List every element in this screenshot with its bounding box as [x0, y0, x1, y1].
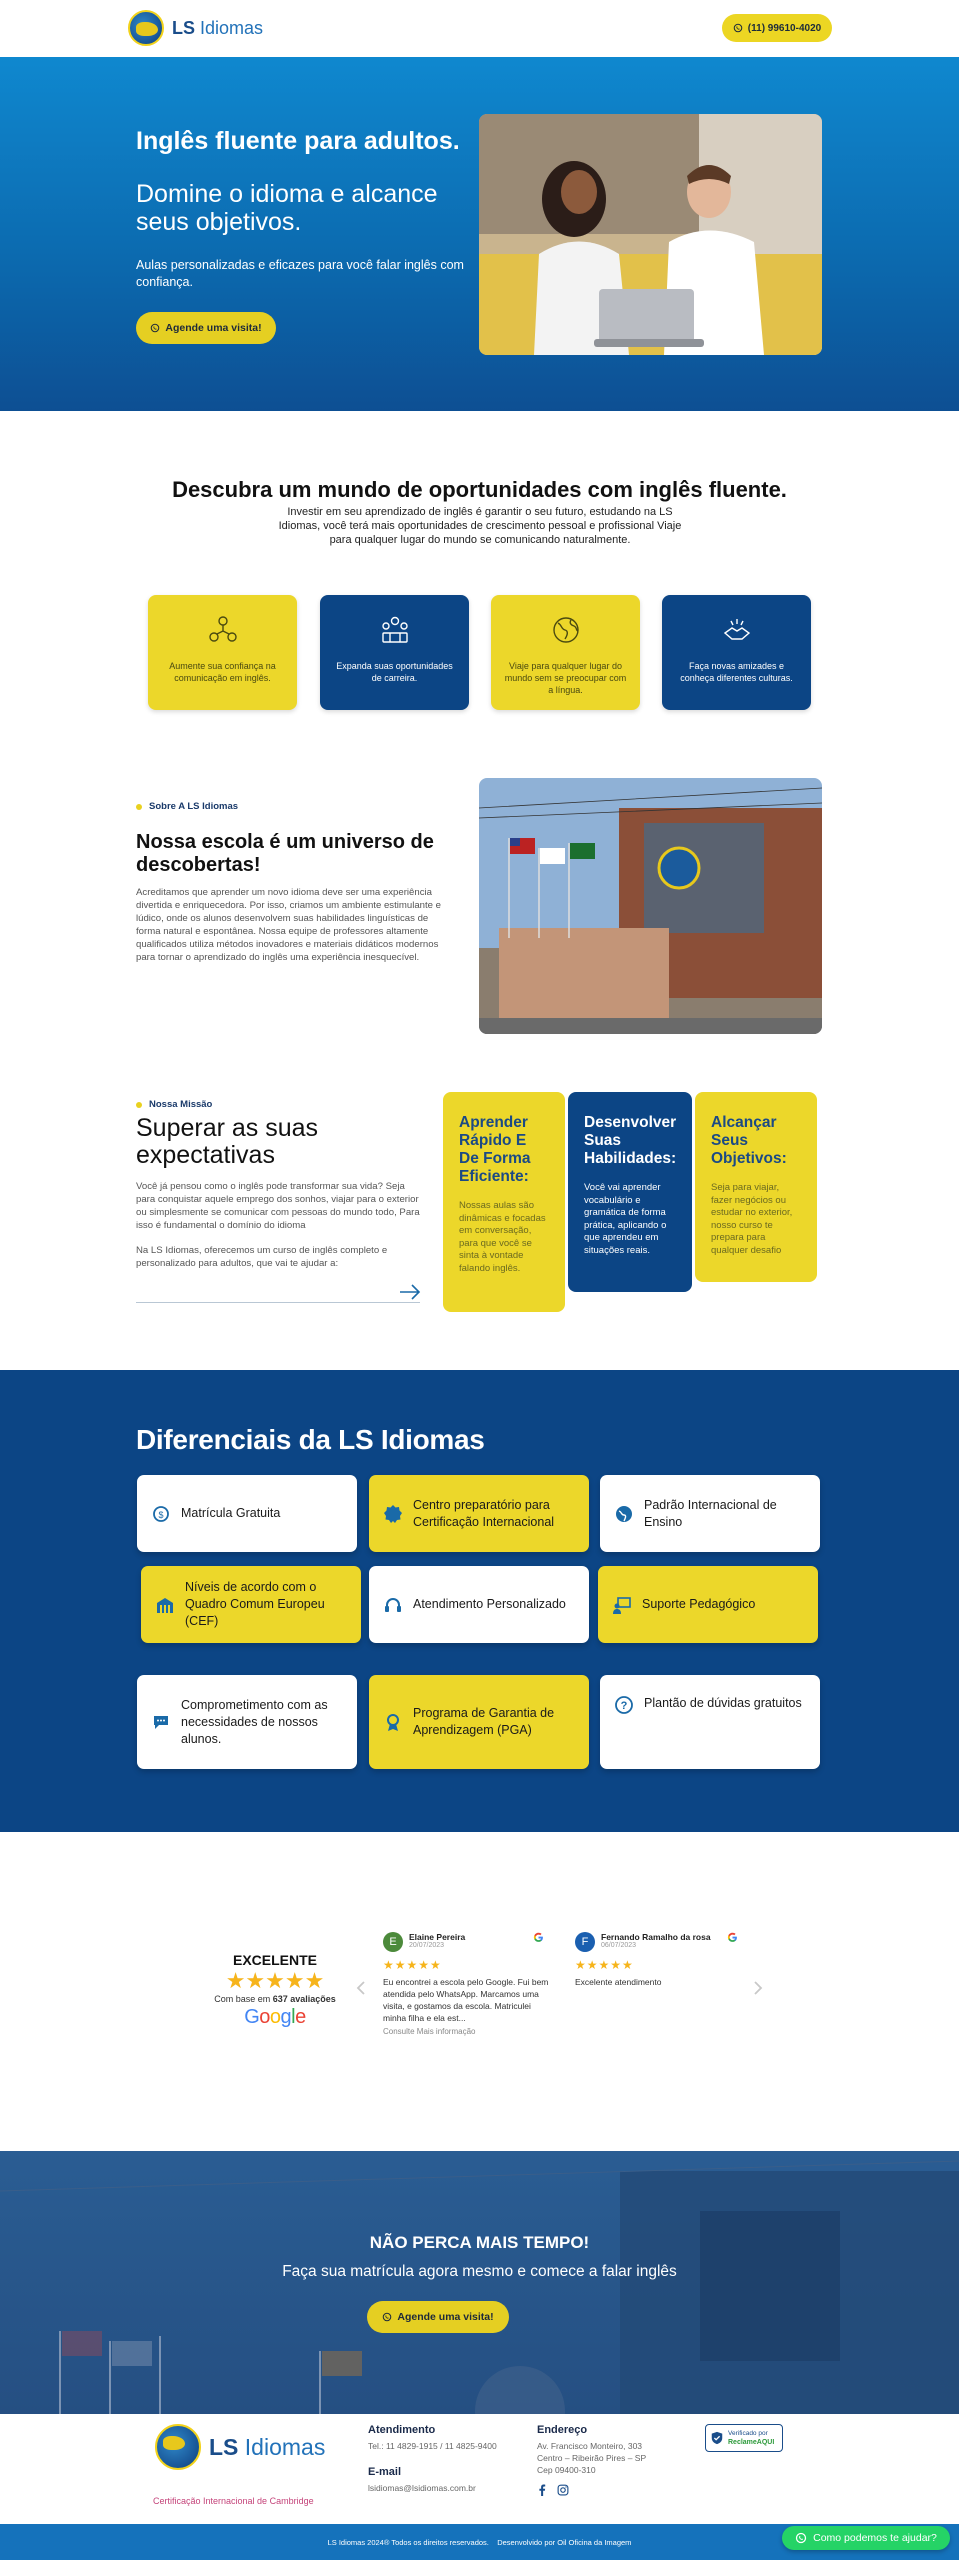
reviewer-name: Fernando Ramalho da rosa: [601, 1932, 711, 1942]
headset-icon: [383, 1595, 403, 1615]
seal-bottom-text: ReclameAQUI: [728, 2439, 775, 2446]
review-card: [383, 1932, 553, 2036]
copyright-text: LS Idiomas 2024® Todos os direitos reservados. Desenvolvido por Oil Oficina da Imagem: [327, 2537, 632, 2547]
benefit-text: Aumente sua confiança na comunicação em inglês.: [169, 661, 276, 683]
mission-card-text: Nossas aulas são dinâmicas e focadas em conversação, para que você se sinta à vontade falando inglês.: [459, 1200, 546, 1274]
whatsapp-float-button[interactable]: [782, 2526, 950, 2550]
review-stars: ★★★★★: [383, 1958, 442, 1972]
diff-card-support: [598, 1566, 818, 1643]
hero-photo: [479, 114, 822, 355]
diff-card-international: [600, 1475, 820, 1552]
globe-logo-icon: [155, 2424, 201, 2470]
benefit-text: Expanda suas oportunidades de carreira.: [336, 661, 453, 683]
benefit-text: Faça novas amizades e conheça diferentes culturas.: [680, 661, 793, 683]
google-logo: Google: [244, 2006, 306, 2028]
discover-title: Descubra um mundo de oportunidades com inglês fluente.: [172, 477, 787, 502]
read-more-link[interactable]: Consulte Mais informação: [383, 2027, 476, 2036]
globe-logo-icon: [128, 10, 164, 46]
cta-title: NÃO PERCA MAIS TEMPO!: [369, 2233, 590, 2252]
benefit-card-friends: [662, 595, 811, 710]
diff-card-certification: [369, 1475, 589, 1552]
contact-block: [368, 2424, 497, 2494]
address-line: Cep 09400-310: [537, 2465, 596, 2475]
benefit-card-career: [320, 595, 469, 710]
diff-card-commitment: [137, 1675, 357, 1769]
google-rating-summary: [205, 1952, 345, 2029]
footer: [0, 2414, 959, 2524]
cta-text: Faça sua matrícula agora mesmo e comece a falar inglês: [282, 2263, 677, 2280]
chat-icon: [151, 1712, 171, 1732]
address-line: Av. Francisco Monteiro, 303: [537, 2441, 643, 2451]
review-date: 20/07/2023: [409, 1942, 445, 1949]
building-icon: [155, 1595, 175, 1615]
teacher-icon: [612, 1595, 632, 1615]
mission-label: [136, 1099, 212, 1110]
shield-check-icon: [710, 2431, 724, 2445]
diff-label: Atendimento Personalizado: [413, 1597, 566, 1611]
badge-icon: [383, 1504, 403, 1524]
about-title: Nossa escola é um universo de descobertas!: [136, 831, 434, 876]
diff-label: Centro preparatório para Certificação Internacional: [413, 1497, 555, 1529]
background-photo: [0, 2151, 959, 2414]
avatar: E: [383, 1932, 403, 1952]
review-date: 06/07/2023: [601, 1942, 637, 1949]
mission-card-text: Você vai aprender vocabulário e gramática de forma prática, aplicando o que aprendeu em situações reais.: [584, 1182, 667, 1256]
diff-label: Padrão Internacional de Ensino: [644, 1497, 777, 1529]
phone-button[interactable]: [722, 14, 832, 42]
discover-text: Investir em seu aprendizado de inglês é garantir o seu futuro, estudando na LS Idiomas, você terá mais oportunidades de crescimento pessoal e profissional Viaje para qualquer lugar do mundo se comunicando naturalmente.: [278, 506, 682, 546]
about-label-text: Sobre A LS Idiomas: [149, 801, 239, 812]
mission-card-learn: [443, 1092, 565, 1312]
reclame-aqui-seal[interactable]: [705, 2424, 783, 2452]
whatsapp-icon: [150, 323, 160, 333]
email-title: E-mail: [368, 2466, 402, 2478]
whatsapp-icon: [795, 2532, 807, 2544]
mission-title: Superar as suas expectativas: [136, 1114, 319, 1169]
hero-title: Inglês fluente para adultos.: [136, 127, 460, 155]
mission-card-goals: [695, 1092, 817, 1282]
diff-card-cef: [141, 1566, 361, 1643]
address-block: [537, 2424, 646, 2496]
svg-text:?: ?: [620, 1700, 628, 1712]
divider: [136, 1302, 420, 1303]
hero-subtitle: Domine o idioma e alcance seus objetivos.: [136, 180, 438, 236]
google-g-icon: [533, 1932, 544, 1943]
seal-top-text: Verificado por: [728, 2430, 768, 2437]
diff-label: Plantão de dúvidas gratuitos: [644, 1696, 802, 1710]
mission-text-2: Na LS Idiomas, oferecemos um curso de inglês completo e personalizado para adultos, que vai te ajudar a:: [136, 1245, 388, 1269]
whatsapp-float-label: Como podemos te ajudar?: [813, 2532, 937, 2544]
brand-name: LS Idiomas: [172, 17, 264, 38]
question-icon: [614, 1695, 634, 1715]
bullet-dot: [136, 804, 142, 810]
cta-section: [0, 2151, 959, 2414]
mission-card-skills: [568, 1092, 692, 1292]
about-text: Acreditamos que aprender um novo idioma deve ser uma experiência divertida e enriquecedora. Por isso, criamos um ambiente estimulante e lúdico, onde os alunos desenvolvem suas habilidades linguísticas de forma natural e espontânea. Nossa equipe de professores altamente qualificados utiliza métodos inovadores e materiais didáticos modernos para tornar o aprendizado do inglês uma experiência inesquecível.: [136, 887, 442, 963]
google-g-icon: [727, 1932, 738, 1943]
arrow-right-icon[interactable]: [398, 1282, 422, 1302]
site-header: [0, 0, 959, 57]
rating-word: EXCELENTE: [232, 1952, 317, 1968]
diff-card-pga: [369, 1675, 589, 1769]
attend-title: Atendimento: [368, 2424, 436, 2436]
mission-text: Você já pensou como o inglês pode transformar sua vida? Seja para conquistar aquele emprego dos sonhos, viajar para o exterior ou simplesmente se comunicar com pessoas do mundo todo, Para isso é fundamental o domínio do idioma: [136, 1181, 420, 1231]
whatsapp-icon: [733, 23, 743, 33]
diff-label: Níveis de acordo com o Quadro Comum Europeu (CEF): [185, 1580, 325, 1628]
instagram-icon[interactable]: [557, 2484, 569, 2496]
hero-text: Aulas personalizadas e eficazes para você falar inglês com confiança.: [136, 258, 464, 289]
mission-card-title: Aprender Rápido E De Forma Eficiente:: [459, 1114, 531, 1185]
logo[interactable]: [128, 10, 263, 46]
phone-text[interactable]: Tel.: 11 4829-1915 / 11 4825-9400: [368, 2441, 497, 2451]
bullet-dot: [136, 1102, 142, 1108]
cta-button-label: Agende uma visita!: [397, 2311, 494, 2323]
school-photo: [479, 778, 822, 1034]
cta-schedule-button[interactable]: [367, 2301, 509, 2333]
review-text: Excelente atendimento: [575, 1977, 662, 1987]
globe-icon: [614, 1504, 634, 1524]
diff-label: Matrícula Gratuita: [181, 1506, 281, 1520]
whatsapp-icon: [382, 2312, 392, 2322]
review-card: [575, 1932, 745, 1988]
review-stars: ★★★★★: [575, 1958, 634, 1972]
five-stars-icon: ★★★★★: [225, 1968, 325, 1993]
facebook-icon[interactable]: [537, 2484, 547, 2496]
phone-number: (11) 99610-4020: [747, 22, 822, 34]
differentials-title: Diferenciais da LS Idiomas: [136, 1424, 485, 1455]
friendship-icon: [720, 613, 754, 647]
benefit-text: Viaje para qualquer lugar do mundo sem se preocupar com a língua.: [504, 661, 627, 695]
avatar: F: [575, 1932, 595, 1952]
team-icon: [378, 613, 412, 647]
carousel-next-icon[interactable]: [753, 1980, 763, 1996]
differentials-section: [0, 1370, 959, 1832]
address-title: Endereço: [537, 2424, 588, 2436]
based-on-text: Com base em 637 avaliações: [214, 1994, 336, 2004]
diff-label: Suporte Pedagógico: [642, 1597, 756, 1611]
mission-card-text: Seja para viajar, fazer negócios ou estudar no exterior, nosso curso te prepara para qualquer desafio: [711, 1182, 793, 1256]
diff-card-personal: [369, 1566, 589, 1643]
diff-card-questions: [600, 1675, 820, 1769]
schedule-visit-button[interactable]: [136, 312, 276, 344]
hero-section: [0, 57, 959, 411]
schedule-visit-label: Agende uma visita!: [165, 322, 262, 334]
about-label: [136, 801, 238, 812]
mission-card-title: Desenvolver Suas Habilidades:: [584, 1114, 677, 1167]
people-network-icon: [206, 613, 240, 647]
benefit-card-travel: [491, 595, 640, 710]
footer-logo[interactable]: [155, 2424, 325, 2470]
reviewer-name: Elaine Pereira: [409, 1932, 466, 1942]
email-link[interactable]: lsidiomas@lsidiomas.com.br: [368, 2483, 476, 2493]
diff-card-free-enrollment: [137, 1475, 357, 1552]
mission-card-title: Alcançar Seus Objetivos:: [711, 1114, 787, 1167]
svg-text:$: $: [158, 1509, 164, 1520]
mission-label-text: Nossa Missão: [149, 1099, 213, 1110]
review-text: Eu encontrei a escola pelo Google. Fui bem atendida pelo WhatsApp. Marcamos uma visita, e gostamos da escola. Matriculei minha filha e ela est...: [383, 1977, 549, 2023]
carousel-prev-icon[interactable]: [356, 1980, 366, 1996]
diff-label: Comprometimento com as necessidades de nossos alunos.: [181, 1697, 328, 1746]
award-icon: [383, 1712, 403, 1732]
coin-icon: [151, 1504, 171, 1524]
globe-icon: [549, 613, 583, 647]
diff-label: Programa de Garantia de Aprendizagem (PGA): [413, 1706, 555, 1737]
address-line: Centro – Ribeirão Pires – SP: [537, 2453, 647, 2463]
brand-name: LS Idiomas: [209, 2433, 326, 2460]
certification-text: Certificação Internacional de Cambridge: [153, 2496, 314, 2506]
benefit-card-confidence: [148, 595, 297, 710]
